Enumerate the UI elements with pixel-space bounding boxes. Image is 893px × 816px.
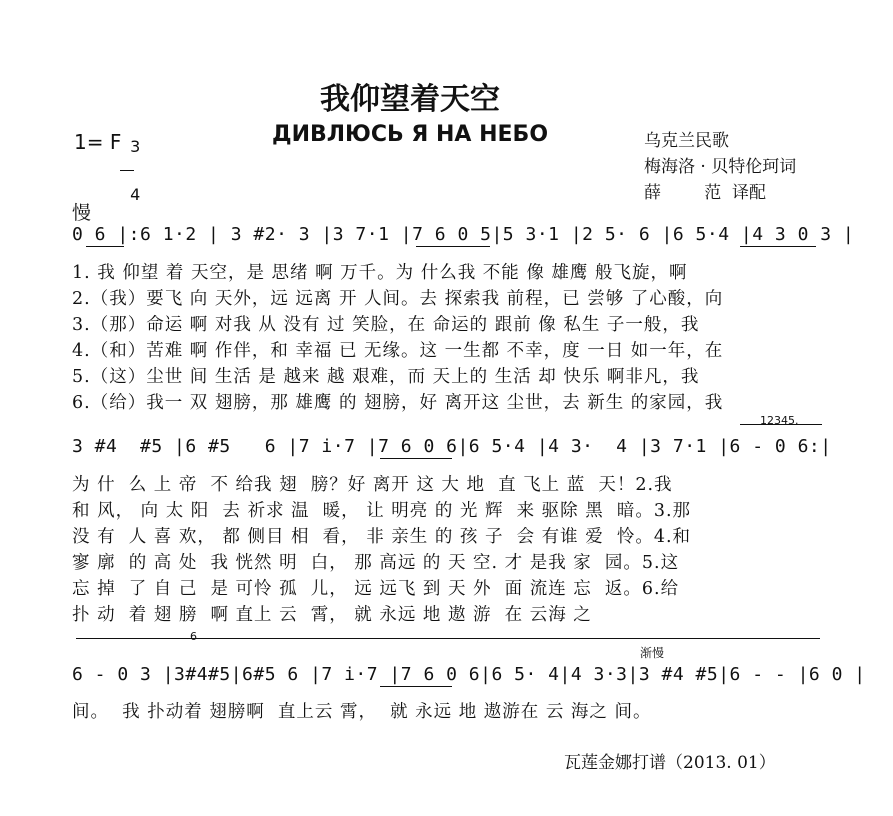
key-signature: 1= F	[74, 130, 122, 154]
lyric-verse-3-line-2: 没 有 人 喜 欢， 都 侧目 相 看， 非 亲生 的 孩 子 会 有谁 爱 怜。4.和	[72, 527, 692, 547]
credit-translator: 薛 范 译配	[644, 183, 767, 203]
volta-bracket-second	[76, 638, 820, 639]
credit-origin: 乌克兰民歌	[644, 131, 729, 151]
tempo-marking: 慢	[72, 202, 92, 224]
lyric-verse-1-line-1: 1. 我 仰望 着 天空，是 思绪 啊 万千。为 什么我 不能 像 雄鹰 般飞旋，啊	[72, 263, 688, 283]
lyric-verse-6-line-1: 6.（给）我一 双 翅膀，那 雄鹰 的 翅膀，好 离开这 尘世，去 新生 的家园，我	[72, 393, 724, 413]
time-signature-bottom: 4	[130, 185, 141, 204]
beam-line	[416, 246, 490, 247]
beam-line	[380, 686, 452, 687]
lyric-verse-4-line-1: 4.（和）苦难 啊 作伴，和 幸福 已 无缘。这 一生都 不幸，度 一日 如一年，在	[72, 341, 724, 361]
beam-line	[86, 246, 124, 247]
lyric-verse-4-line-2: 寥 廓 的 高 处 我 恍然 明 白， 那 高远 的 天 空. 才 是我 家 园。5.这	[72, 553, 680, 573]
lyric-verse-2-line-2: 和 风， 向 太 阳 去 祈求 温 暖， 让 明亮 的 光 辉 来 驱除 黑 暗。3.那	[72, 501, 692, 521]
volta-label-first: 12345.	[760, 414, 799, 427]
lyric-verse-2-line-1: 2.（我）要飞 向 天外，远 远离 开 人间。去 探索我 前程，已 尝够 了心酸，向	[72, 289, 724, 309]
beam-line	[380, 458, 452, 459]
time-signature-top: 3	[130, 137, 141, 156]
notation-line-3: 6 - 0 3 |3#4#5|6#5 6 |7 i·7 |7 6 0 6|6 5· 4|4 3·3|3 #4 #5|6 - - |6 0 |	[72, 664, 866, 685]
notation-line-2: 3 #4 #5 |6 #5 6 |7 i·7 |7 6 0 6|6 5·4 |4 3· 4 |3 7·1 |6 - 0 6:|	[72, 436, 832, 457]
time-signature-bar	[120, 170, 134, 171]
beam-line	[740, 246, 816, 247]
notation-line-1: 0 6 |:6 1·2 | 3 #2· 3 |3 7·1 |7 6 0 5|5 3·1 |2 5· 6 |6 5·4 |4 3 0 3 |	[72, 224, 855, 245]
lyric-final-line: 间。 我 扑动着 翅膀啊 直上云 霄， 就 永远 地 遨游在 云 海之 间。	[72, 702, 652, 722]
lyric-verse-5-line-1: 5.（这）尘世 间 生活 是 越来 越 艰难，而 天上的 生活 却 快乐 啊非凡，我	[72, 367, 700, 387]
lyric-verse-5-line-2: 忘 掉 了 自 己 是 可怜 孤 儿， 远 远飞 到 天 外 面 流连 忘 返。6.给	[72, 579, 680, 599]
song-subtitle: ДИВЛЮСЬ Я НА НЕБО	[271, 122, 549, 147]
time-signature	[120, 124, 141, 204]
lyric-verse-3-line-1: 3.（那）命运 啊 对我 从 没有 过 笑脸，在 命运的 跟前 像 私生 子一般，我	[72, 315, 700, 335]
scribe-credit: 瓦莲金娜打谱（2013. 01）	[564, 753, 776, 773]
lyric-verse-1-line-2: 为 什 么 上 帝 不 给我 翅 膀？好 离开 这 大 地 直 飞上 蓝 天！2.我	[72, 475, 673, 495]
lyric-verse-6-line-2: 扑 动 着 翅 膀 啊 直上 云 霄， 就 永远 地 遨 游 在 云海 之	[72, 605, 592, 625]
song-title: 我仰望着天空	[320, 82, 500, 117]
credit-lyricist: 梅海洛 · 贝特伦珂词	[644, 157, 797, 177]
volta-label-second: 6	[190, 630, 197, 643]
tempo-mark-rit: 渐慢	[640, 646, 665, 660]
